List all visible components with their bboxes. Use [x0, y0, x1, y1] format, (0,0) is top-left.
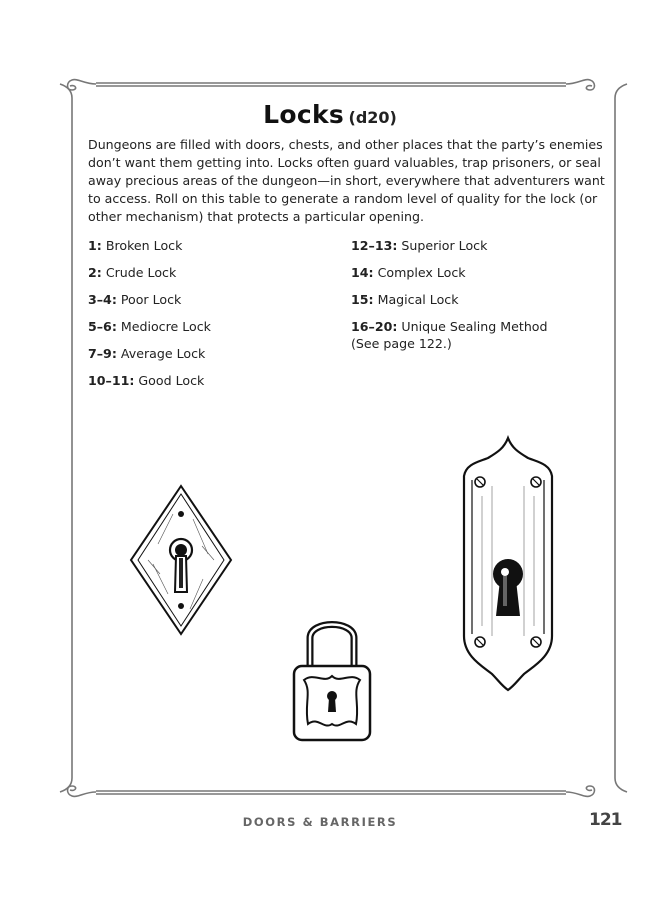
page-reference-note: (See page 122.)	[351, 336, 452, 351]
table-row: 3–4: Poor Lock	[88, 292, 182, 307]
table-row: 16–20: Unique Sealing Method (See page 122.)	[351, 318, 601, 345]
intro-paragraph: Dungeons are filled with doors, chests, and other places that the party’s enemies don’t want them getting into. Locks often guard valuables, trap prisoners, or seal away precious areas of the dungeon—in short, everywhere that adventurers want to access. Roll on this table to generate a random level of quality for the lock (or other mechanism) that protects a particular opening.	[88, 137, 605, 224]
footer-section-label: DOORS & BARRIERS	[242, 815, 398, 829]
table-row: 14: Complex Lock	[351, 265, 466, 280]
table-row: 2: Crude Lock	[88, 265, 177, 280]
table-row: 10–11: Good Lock	[88, 373, 205, 388]
page-number: 121	[589, 810, 622, 830]
table-row: 1: Broken Lock	[88, 238, 183, 253]
ornate-door-plate-icon	[458, 436, 558, 692]
padlock-icon	[290, 612, 374, 744]
page-title: Locks	[263, 100, 345, 129]
die-label: (d20)	[348, 108, 397, 127]
diamond-keyhole-escutcheon-icon	[128, 484, 234, 636]
section-heading	[72, 100, 588, 129]
table-row: 12–13: Superior Lock	[351, 238, 488, 253]
table-row: 5–6: Mediocre Lock	[88, 319, 211, 334]
roll-table-left-column	[88, 237, 338, 399]
table-row: 7–9: Average Lock	[88, 346, 206, 361]
roll-table-right-column	[351, 237, 601, 351]
table-row: 15: Magical Lock	[351, 292, 459, 307]
